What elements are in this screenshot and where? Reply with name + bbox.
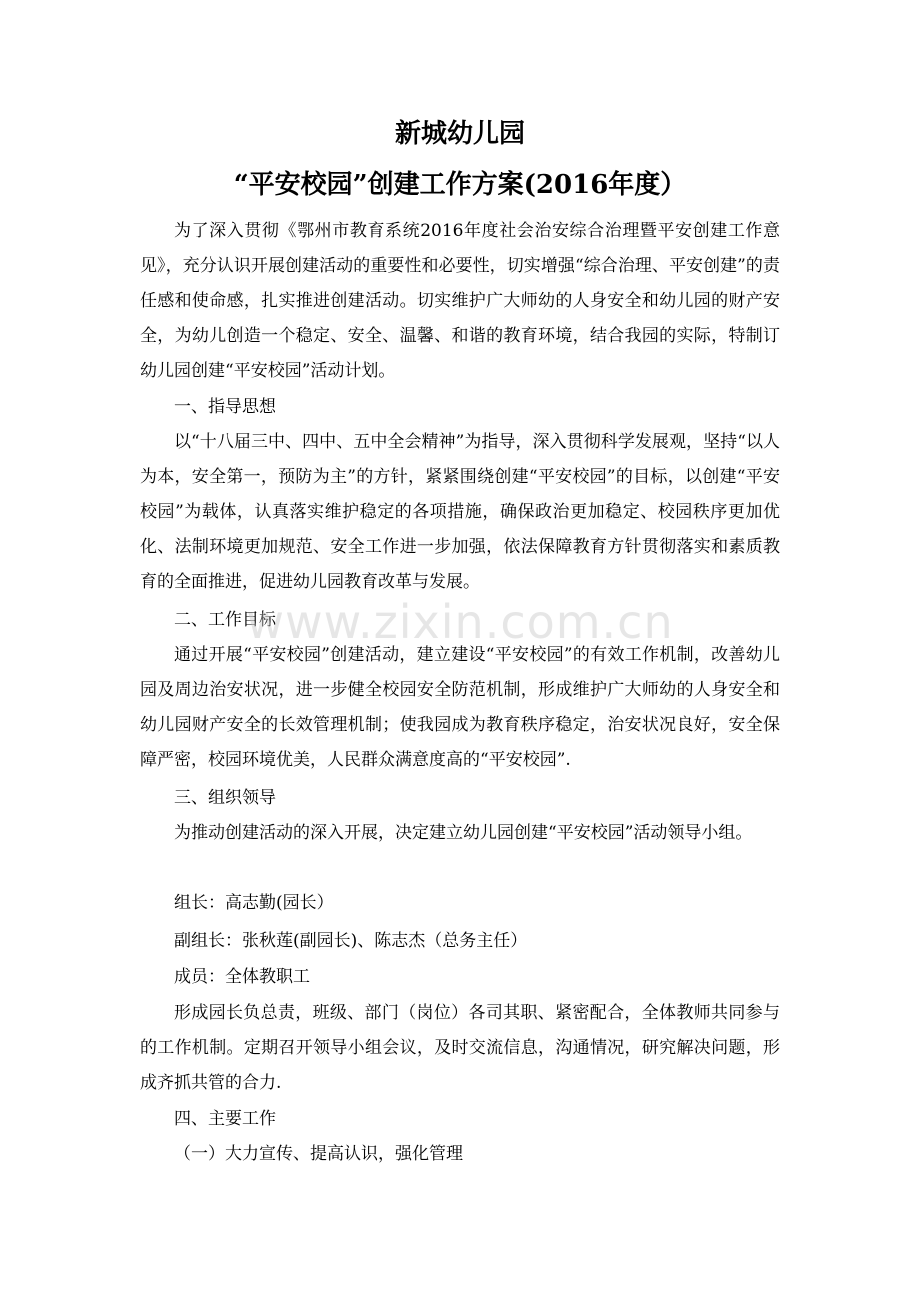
intro-paragraph: 为了深入贯彻《鄂州市教育系统2016年度社会治安综合治理暨平安创建工作意见》，充分认识开展创建活动的重要性和必要性，切实增强“综合治理、平安创建”的责任感和使命感，扎实推进创建活动。切实维护广大师幼的人身安全和幼儿园的财产安全，为幼儿创造一个稳定、安全、温馨、和谐的教育环境，结合我园的实际，特制订幼儿园创建“平安校园”活动计划。 bbox=[140, 221, 780, 381]
section-text-guiding: 以“十八届三中、四中、五中全会精神”为指导，深入贯彻科学发展观，坚持“以人为本，安全第一，预防为主”的方针，紧紧围绕创建“平安校园”的目标，以创建“平安校园”为载体，认真落实维护稳定的各项措施，确保政治更加稳定、校园秩序更加优化、法制环境更加规范、安全工作进一步加强，依法保障教育方针贯彻落实和素质教育的全面推进，促进幼儿园教育改革与发展。 bbox=[140, 432, 780, 592]
section-text-goals: 通过开展“平安校园”创建活动，建立建设“平安校园”的有效工作机制，改善幼儿园及周边治安状况，进一步健全校园安全防范机制，形成维护广大师幼的人身安全和幼儿园财产安全的长效管理机制；使我园成为教育秩序稳定，治安状况良好，安全保障严密，校园环境优美，人民群众满意度高的“平安校园”. bbox=[140, 645, 780, 770]
members-line: 成员：全体教职工 bbox=[174, 967, 310, 987]
section-heading-guiding: 一、指导思想 bbox=[174, 397, 276, 417]
watermark-text: www.zixin.com.cn bbox=[246, 595, 674, 649]
subsection-heading-publicity: （一）大力宣传、提高认识，强化管理 bbox=[174, 1144, 463, 1164]
document-subtitle: “平安校园”创建工作方案(2016年度） bbox=[233, 170, 687, 200]
section-heading-main-work: 四、主要工作 bbox=[174, 1109, 276, 1129]
document-title: 新城幼儿园 bbox=[394, 119, 525, 149]
deputy-line: 副组长：张秋莲(副园长)、陈志杰（总务主任） bbox=[174, 931, 528, 951]
section-heading-organization: 三、组织领导 bbox=[174, 788, 276, 808]
mechanism-paragraph: 形成园长负总责，班级、部门（岗位）各司其职、紧密配合，全体教师共同参与的工作机制。定期召开领导小组会议，及时交流信息，沟通情况，研究解决问题，形成齐抓共管的合力. bbox=[140, 1003, 780, 1093]
section-text-organization: 为推动创建活动的深入开展，决定建立幼儿园创建“平安校园”活动领导小组。 bbox=[174, 823, 753, 843]
leader-line: 组长：高志勤(园长） bbox=[174, 893, 334, 913]
section-heading-goals: 二、工作目标 bbox=[174, 610, 276, 630]
